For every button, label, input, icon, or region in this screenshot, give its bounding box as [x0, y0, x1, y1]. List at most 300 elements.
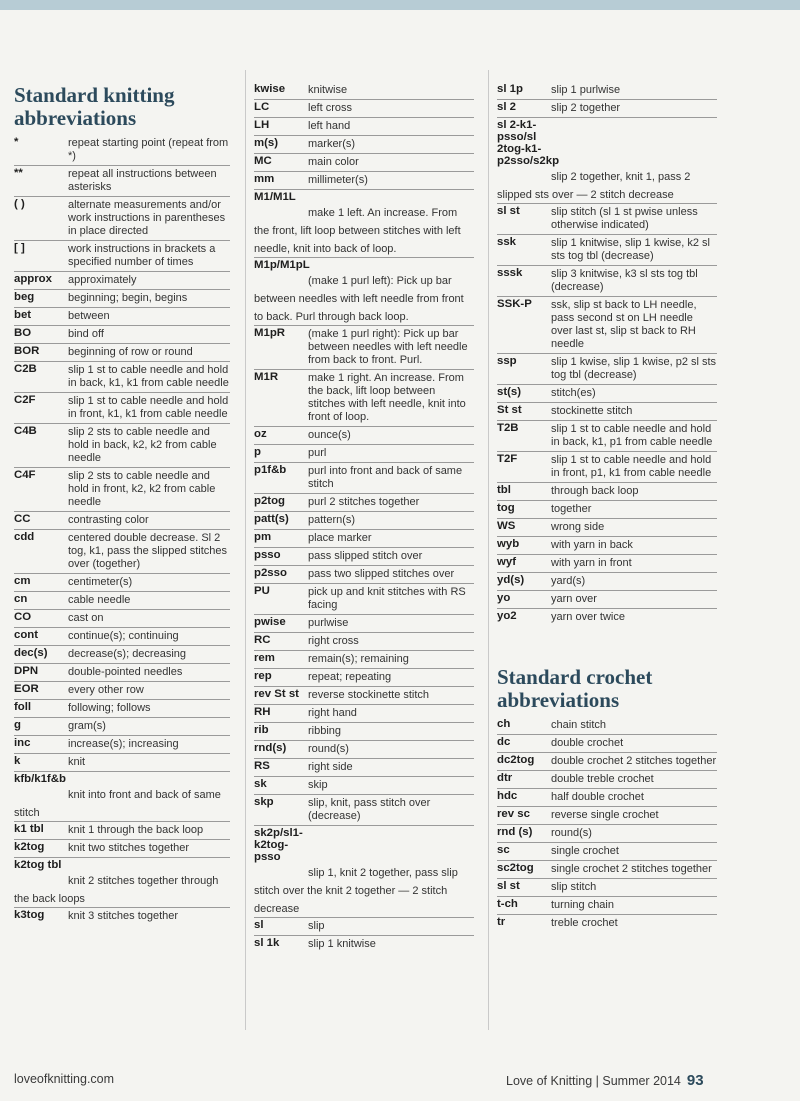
abbreviation-term: CO — [14, 611, 32, 623]
abbreviation-term: M1pR — [254, 327, 286, 339]
abbreviation-row — [14, 512, 230, 530]
footer-website: loveofknitting.com — [14, 1072, 115, 1086]
abbreviation-term: m(s) — [254, 137, 279, 149]
abbreviation-term: sc2tog — [497, 862, 534, 874]
abbreviation-term: psso — [254, 549, 281, 561]
abbreviation-definition: make 1 right. An increase. From the back, lift loop between stitches with left needle, knit into front of loop. — [308, 372, 466, 423]
abbreviation-term: dc — [497, 736, 511, 748]
abbreviation-definition: slip 1 st to cable needle and hold in back, k1, p1 from cable needle — [551, 423, 713, 448]
abbreviation-definition: half double crochet — [551, 791, 644, 803]
abbreviation-definition: slip 3 knitwise, k3 sl sts tog tbl (decrease) — [551, 268, 698, 293]
abbreviation-term: sl 1k — [254, 937, 280, 949]
abbreviation-term: SSK-P — [497, 298, 532, 310]
abbreviation-row — [497, 537, 717, 555]
knitting-section-title: Standard knitting abbreviations — [14, 83, 175, 130]
abbreviation-definition: slip 1 kwise, slip 1 kwise, p2 sl sts tog tbl (decrease) — [551, 356, 717, 381]
abbreviation-definition: ssk, slip st back to LH needle, pass second st on LH needle over last st, slip st back to RH needle — [551, 299, 697, 350]
abbreviation-row — [497, 204, 717, 235]
abbreviation-row — [14, 610, 230, 628]
abbreviation-row — [254, 669, 474, 687]
footer-issue-text: Love of Knitting | Summer 2014 — [506, 1074, 681, 1088]
abbreviation-definition: stitch(es) — [551, 387, 596, 399]
abbreviation-term: T2F — [497, 453, 518, 465]
abbreviation-row — [14, 308, 230, 326]
abbreviation-row — [14, 736, 230, 754]
abbreviation-row — [254, 463, 474, 494]
abbreviation-row — [497, 403, 717, 421]
abbreviation-definition: treble crochet — [551, 917, 618, 929]
abbreviation-term: PU — [254, 585, 270, 597]
abbreviation-term: [ ] — [14, 242, 25, 254]
abbreviation-definition: slip, knit, pass stitch over (decrease) — [308, 797, 431, 822]
abbreviation-row — [254, 190, 474, 258]
abbreviation-definition: turning chain — [551, 899, 614, 911]
abbreviation-term: cm — [14, 575, 31, 587]
abbreviation-definition: purl — [308, 447, 327, 459]
abbreviation-term: sl st — [497, 205, 520, 217]
abbreviation-definition: double-pointed needles — [68, 666, 183, 678]
abbreviation-definition: purl into front and back of same stitch — [308, 465, 463, 490]
crochet-section-title: Standard crochet abbreviations — [497, 665, 653, 712]
abbreviation-row — [14, 574, 230, 592]
abbreviation-row — [14, 135, 230, 166]
abbreviation-row — [497, 100, 717, 118]
abbreviation-term: sc — [497, 844, 510, 856]
abbreviation-term: k1 tbl — [14, 823, 44, 835]
abbreviation-definition: beginning of row or round — [68, 346, 193, 358]
abbreviation-term: sssk — [497, 267, 523, 279]
abbreviation-definition: slip 2 together — [551, 102, 621, 114]
abbreviation-row — [14, 592, 230, 610]
abbreviation-row — [14, 822, 230, 840]
abbreviation-row — [14, 424, 230, 468]
abbreviation-row — [254, 118, 474, 136]
abbreviation-definition: yarn over twice — [551, 611, 625, 623]
abbreviation-row — [497, 789, 717, 807]
abbreviation-definition: double crochet — [551, 737, 624, 749]
abbreviation-definition: slip 1, knit 2 together, pass slip stitch over the knit 2 together — 2 stitch decrease — [254, 867, 458, 915]
abbreviation-row — [497, 573, 717, 591]
abbreviation-term: BO — [14, 327, 32, 339]
abbreviation-row — [14, 468, 230, 512]
abbreviation-term: skp — [254, 796, 274, 808]
abbreviation-definition: gram(s) — [68, 720, 106, 732]
abbreviation-term: g — [14, 719, 21, 731]
abbreviation-row — [254, 759, 474, 777]
abbreviation-definition: pick up and knit stitches with RS facing — [308, 586, 466, 611]
abbreviation-definition: ounce(s) — [308, 429, 351, 441]
abbreviation-definition: slip 2 sts to cable needle and hold in front, k2, k2 from cable needle — [68, 470, 216, 508]
abbreviation-term: inc — [14, 737, 31, 749]
abbreviation-definition: round(s) — [551, 827, 592, 839]
abbreviation-term: RH — [254, 706, 271, 718]
abbreviation-term: ch — [497, 718, 511, 730]
abbreviation-definition: place marker — [308, 532, 372, 544]
abbreviation-definition: make 1 left. An increase. From the front, lift loop between stitches with left needle, knit into back of loop. — [254, 207, 461, 255]
abbreviation-row — [254, 918, 474, 936]
abbreviation-row — [14, 682, 230, 700]
abbreviation-definition: bind off — [68, 328, 104, 340]
abbreviation-term: rev St st — [254, 688, 299, 700]
abbreviation-definition: slip 2 together, knit 1, pass 2 slipped sts over — 2 stitch decrease — [497, 171, 691, 201]
abbreviation-row — [497, 915, 717, 932]
abbreviation-term: MC — [254, 155, 272, 167]
abbreviation-term: pm — [254, 531, 272, 543]
abbreviation-term: cdd — [14, 531, 35, 543]
abbreviation-row — [14, 166, 230, 197]
abbreviation-term: dec(s) — [14, 647, 48, 659]
abbreviation-row — [497, 897, 717, 915]
abbreviation-row — [497, 753, 717, 771]
abbreviation-term: CC — [14, 513, 31, 525]
abbreviation-definition: following; follows — [68, 702, 151, 714]
abbreviation-term: ** — [14, 167, 23, 179]
abbreviation-term: rep — [254, 670, 272, 682]
abbreviation-definition: reverse stockinette stitch — [308, 689, 430, 701]
abbreviation-term: k2tog — [14, 841, 45, 853]
abbreviation-definition: work instructions in brackets a specified number of times — [68, 243, 216, 268]
abbreviation-term: kfb/k1f&b — [14, 773, 66, 785]
abbreviation-definition: centered double decrease. Sl 2 tog, k1, pass the slipped stitches over (together) — [68, 532, 227, 570]
abbreviation-term: C4B — [14, 425, 37, 437]
abbreviation-row — [254, 651, 474, 669]
abbreviation-row — [254, 326, 474, 370]
abbreviation-row — [497, 717, 717, 735]
abbreviation-row — [497, 266, 717, 297]
abbreviation-term: ssp — [497, 355, 517, 367]
abbreviation-definition: round(s) — [308, 743, 349, 755]
abbreviation-term: tog — [497, 502, 515, 514]
abbreviation-term: sl 2-k1-psso/sl 2tog-k1-p2sso/s2kp — [497, 119, 560, 167]
knitting-abbreviation-list — [14, 135, 230, 925]
abbreviation-row — [14, 754, 230, 772]
abbreviation-row — [254, 723, 474, 741]
abbreviation-definition: ribbing — [308, 725, 342, 737]
abbreviation-row — [254, 154, 474, 172]
abbreviation-term: dtr — [497, 772, 513, 784]
abbreviation-term: M1/M1L — [254, 191, 296, 203]
abbreviation-row — [254, 777, 474, 795]
abbreviation-definition: beginning; begin, begins — [68, 292, 188, 304]
abbreviation-row — [254, 427, 474, 445]
abbreviation-row — [14, 272, 230, 290]
knitting-abbreviation-list-continued — [497, 82, 717, 626]
abbreviation-row — [254, 566, 474, 584]
abbreviation-row — [497, 771, 717, 789]
abbreviation-term: rem — [254, 652, 275, 664]
abbreviation-row — [14, 530, 230, 574]
abbreviation-definition: knit 1 through the back loop — [68, 824, 204, 836]
abbreviation-term: * — [14, 136, 19, 148]
abbreviation-row — [497, 843, 717, 861]
abbreviation-row — [14, 664, 230, 682]
abbreviation-definition: slip 1 purlwise — [551, 84, 621, 96]
abbreviation-term: BOR — [14, 345, 40, 357]
abbreviation-definition: between — [68, 310, 110, 322]
abbreviation-definition: alternate measurements and/or work instructions in parentheses in place directed — [68, 199, 226, 237]
abbreviation-term: k3tog — [14, 909, 45, 921]
abbreviation-definition: continue(s); continuing — [68, 630, 179, 642]
abbreviation-definition: slip stitch (sl 1 st pwise unless otherwise indicated) — [551, 206, 698, 231]
abbreviation-term: rnd (s) — [497, 826, 533, 838]
abbreviation-definition: slip 2 sts to cable needle and hold in back, k2, k2 from cable needle — [68, 426, 217, 464]
abbreviation-term: oz — [254, 428, 267, 440]
abbreviation-definition: marker(s) — [308, 138, 356, 150]
abbreviation-term: RC — [254, 634, 271, 646]
abbreviation-definition: pass two slipped stitches over — [308, 568, 455, 580]
abbreviation-row — [497, 519, 717, 537]
abbreviation-row — [14, 290, 230, 308]
column-divider — [488, 70, 489, 1030]
abbreviation-row — [254, 370, 474, 427]
abbreviation-term: dc2tog — [497, 754, 535, 766]
abbreviation-term: hdc — [497, 790, 518, 802]
abbreviation-definition: knitwise — [308, 84, 348, 96]
abbreviation-row — [254, 548, 474, 566]
abbreviation-row — [497, 861, 717, 879]
abbreviation-term: tbl — [497, 484, 511, 496]
abbreviation-definition: slip 1 st to cable needle and hold in back, k1, k1 from cable needle — [68, 364, 229, 389]
abbreviation-row — [14, 646, 230, 664]
crochet-abbreviation-list — [497, 717, 717, 932]
abbreviation-row — [254, 82, 474, 100]
abbreviation-term: LH — [254, 119, 270, 131]
abbreviation-row — [497, 297, 717, 354]
abbreviation-term: foll — [14, 701, 32, 713]
abbreviation-row — [254, 741, 474, 759]
abbreviation-term: st(s) — [497, 386, 522, 398]
abbreviation-definition: remain(s); remaining — [308, 653, 409, 665]
column-3 — [497, 82, 717, 932]
abbreviation-term: p2tog — [254, 495, 286, 507]
abbreviation-term: mm — [254, 173, 275, 185]
abbreviation-row — [497, 879, 717, 897]
abbreviation-term: St st — [497, 404, 522, 416]
page-number: 93 — [686, 1072, 704, 1089]
abbreviation-definition: pass slipped stitch over — [308, 550, 423, 562]
abbreviation-definition: purl 2 stitches together — [308, 496, 420, 508]
abbreviation-term: sk2p/sl1-k2tog-psso — [254, 827, 303, 863]
abbreviation-term: rev sc — [497, 808, 530, 820]
abbreviation-term: M1p/M1pL — [254, 259, 310, 271]
abbreviation-term: kwise — [254, 83, 286, 95]
abbreviation-term: sk — [254, 778, 267, 790]
abbreviation-row — [14, 393, 230, 424]
abbreviation-row — [254, 445, 474, 463]
abbreviation-term: sl — [254, 919, 264, 931]
abbreviation-row — [497, 118, 717, 204]
abbreviation-definition: skip — [308, 779, 328, 791]
abbreviation-definition: slip stitch — [551, 881, 597, 893]
abbreviation-term: yd(s) — [497, 574, 525, 586]
abbreviation-row — [497, 609, 717, 626]
abbreviation-definition: left cross — [308, 102, 353, 114]
abbreviation-row — [254, 705, 474, 723]
abbreviation-definition: knit 3 stitches together — [68, 910, 179, 922]
abbreviation-term: cn — [14, 593, 28, 605]
abbreviation-term: wyb — [497, 538, 520, 550]
column-1 — [14, 84, 230, 925]
abbreviation-row — [254, 936, 474, 953]
abbreviation-definition: decrease(s); decreasing — [68, 648, 187, 660]
abbreviation-term: t-ch — [497, 898, 518, 910]
abbreviation-definition: knit — [68, 756, 86, 768]
abbreviation-definition: increase(s); increasing — [68, 738, 179, 750]
abbreviation-definition: slip 1 knitwise — [308, 938, 376, 950]
abbreviation-definition: right hand — [308, 707, 357, 719]
abbreviation-row — [254, 136, 474, 154]
abbreviation-term: DPN — [14, 665, 39, 677]
abbreviation-term: C2B — [14, 363, 37, 375]
column-2 — [254, 82, 474, 953]
abbreviation-term: EOR — [14, 683, 39, 695]
abbreviation-definition: yard(s) — [551, 575, 586, 587]
top-color-band — [0, 0, 800, 10]
abbreviation-term: ssk — [497, 236, 517, 248]
abbreviation-definition: double crochet 2 stitches together — [551, 755, 717, 767]
abbreviation-row — [254, 615, 474, 633]
abbreviation-row — [14, 840, 230, 858]
abbreviation-definition: slip 1 st to cable needle and hold in front, p1, k1 from cable needle — [551, 454, 712, 479]
abbreviation-definition: chain stitch — [551, 719, 607, 731]
abbreviation-row — [254, 494, 474, 512]
abbreviation-row — [254, 512, 474, 530]
abbreviation-definition: stockinette stitch — [551, 405, 633, 417]
abbreviation-definition: purlwise — [308, 617, 349, 629]
abbreviation-row — [497, 354, 717, 385]
abbreviation-row — [14, 858, 230, 908]
abbreviation-term: sl st — [497, 880, 520, 892]
abbreviation-definition: approximately — [68, 274, 137, 286]
abbreviation-row — [14, 326, 230, 344]
abbreviation-definition: reverse single crochet — [551, 809, 659, 821]
abbreviation-row — [254, 258, 474, 326]
abbreviation-term: C2F — [14, 394, 36, 406]
footer-issue — [506, 1072, 704, 1089]
abbreviation-row — [14, 344, 230, 362]
abbreviation-row — [254, 826, 474, 918]
abbreviation-term: beg — [14, 291, 35, 303]
abbreviation-row — [497, 807, 717, 825]
abbreviation-row — [254, 795, 474, 826]
abbreviation-row — [254, 100, 474, 118]
abbreviation-term: RS — [254, 760, 270, 772]
abbreviation-definition: single crochet — [551, 845, 619, 857]
abbreviation-term: p2sso — [254, 567, 287, 579]
abbreviation-row — [254, 687, 474, 705]
abbreviation-definition: centimeter(s) — [68, 576, 133, 588]
abbreviation-definition: yarn over — [551, 593, 597, 605]
abbreviation-term: ( ) — [14, 198, 25, 210]
abbreviation-term: wyf — [497, 556, 516, 568]
abbreviation-row — [14, 718, 230, 736]
abbreviation-term: cont — [14, 629, 39, 641]
abbreviation-row — [14, 628, 230, 646]
abbreviation-row — [497, 82, 717, 100]
abbreviation-term: patt(s) — [254, 513, 289, 525]
abbreviation-term: p1f&b — [254, 464, 287, 476]
abbreviation-term: M1R — [254, 371, 279, 383]
abbreviation-definition: right cross — [308, 635, 359, 647]
abbreviation-row — [14, 362, 230, 393]
abbreviation-term: rnd(s) — [254, 742, 287, 754]
abbreviation-definition: knit 2 stitches together through the back loops — [14, 875, 219, 905]
abbreviation-definition: (make 1 purl left): Pick up bar between needles with left needle from front to back. Purl through back loop. — [254, 275, 464, 323]
abbreviation-definition: cable needle — [68, 594, 131, 606]
abbreviation-definition: knit two stitches together — [68, 842, 190, 854]
abbreviation-term: yo2 — [497, 610, 517, 622]
abbreviation-row — [254, 633, 474, 651]
abbreviation-row — [14, 700, 230, 718]
abbreviation-row — [497, 235, 717, 266]
abbreviation-term: k — [14, 755, 21, 767]
abbreviation-definition: pattern(s) — [308, 514, 356, 526]
abbreviation-term: k2tog tbl — [14, 859, 62, 871]
abbreviation-row — [14, 197, 230, 241]
abbreviation-term: sl 2 — [497, 101, 516, 113]
abbreviation-row — [254, 584, 474, 615]
abbreviation-definition: knit into front and back of same stitch — [14, 789, 221, 819]
abbreviation-row — [14, 772, 230, 822]
abbreviation-definition: millimeter(s) — [308, 174, 368, 186]
abbreviation-row — [497, 591, 717, 609]
abbreviation-term: WS — [497, 520, 516, 532]
column-divider — [245, 70, 246, 1030]
abbreviation-definition: wrong side — [551, 521, 605, 533]
abbreviation-row — [497, 735, 717, 753]
abbreviation-row — [497, 501, 717, 519]
abbreviation-term: sl 1p — [497, 83, 523, 95]
abbreviation-definition: with yarn in front — [551, 557, 632, 569]
abbreviation-row — [497, 385, 717, 403]
abbreviation-term: pwise — [254, 616, 286, 628]
abbreviation-row — [254, 172, 474, 190]
knitting-abbreviation-list-continued — [254, 82, 474, 953]
abbreviation-term: tr — [497, 916, 506, 928]
abbreviation-definition: single crochet 2 stitches together — [551, 863, 712, 875]
abbreviation-row — [497, 421, 717, 452]
abbreviation-definition: with yarn in back — [551, 539, 633, 551]
abbreviation-term: bet — [14, 309, 32, 321]
abbreviation-row — [497, 452, 717, 483]
abbreviation-term: yo — [497, 592, 511, 604]
abbreviation-definition: main color — [308, 156, 359, 168]
abbreviation-term: C4F — [14, 469, 36, 481]
abbreviation-definition: repeat all instructions between asterisks — [68, 168, 217, 193]
abbreviation-row — [497, 483, 717, 501]
abbreviation-row — [497, 555, 717, 573]
abbreviation-definition: repeat starting point (repeat from *) — [68, 137, 229, 162]
abbreviation-definition: right side — [308, 761, 353, 773]
abbreviation-term: LC — [254, 101, 270, 113]
abbreviation-definition: slip 1 st to cable needle and hold in front, k1, k1 from cable needle — [68, 395, 229, 420]
abbreviation-row — [14, 241, 230, 272]
abbreviation-definition: through back loop — [551, 485, 639, 497]
abbreviation-term: T2B — [497, 422, 519, 434]
abbreviation-definition: repeat; repeating — [308, 671, 392, 683]
abbreviation-term: p — [254, 446, 261, 458]
abbreviation-definition: cast on — [68, 612, 104, 624]
abbreviation-row — [254, 530, 474, 548]
abbreviation-definition: double treble crochet — [551, 773, 654, 785]
abbreviation-definition: together — [551, 503, 592, 515]
abbreviation-definition: slip — [308, 920, 325, 932]
abbreviation-row — [497, 825, 717, 843]
abbreviation-term: rib — [254, 724, 269, 736]
abbreviation-definition: (make 1 purl right): Pick up bar between needles with left needle from back to front. Purl. — [308, 328, 468, 366]
abbreviation-definition: slip 1 knitwise, slip 1 kwise, k2 sl sts tog tbl (decrease) — [551, 237, 710, 262]
abbreviation-term: approx — [14, 273, 52, 285]
